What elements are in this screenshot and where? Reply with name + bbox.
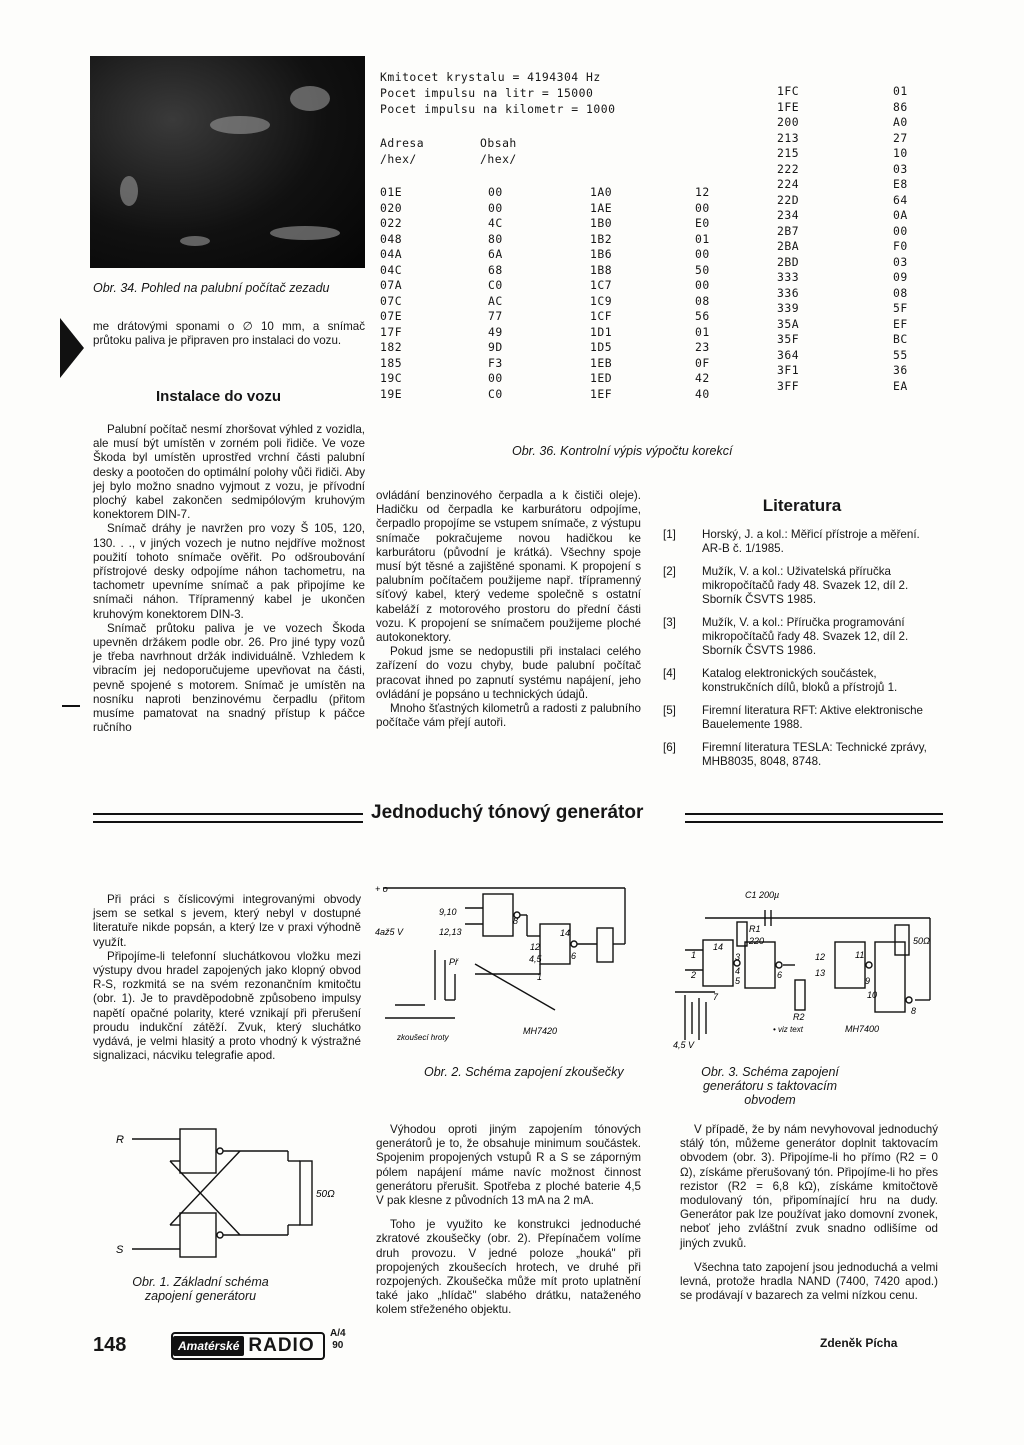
listing-cell: 35F — [777, 332, 800, 346]
fig1-label: 50Ω — [316, 1189, 335, 1200]
listing-cell: 00 — [695, 247, 710, 261]
listing-cell: 23 — [695, 340, 710, 354]
listing-cell: 224 — [777, 177, 800, 191]
logo-text-a: Amatérské — [173, 1336, 244, 1356]
listing-cell: 048 — [380, 231, 403, 246]
listing-cell: 35A — [777, 316, 800, 331]
fig2-label: 12 — [530, 942, 541, 952]
paragraph: ovládání benzinového čerpadla a k čističi oleje). Hadičku od čerpadla ke karburátoru odpojíme, čerpadlo propojíme se vstupem snímače, z výstupu snímače pokračujeme novou hadičkou ke karburátoru (původní je krátká). Všechny spoje musí být těsné a zajištěné sponami. K propojení s palubním počítačem použijeme např. třípramenný síťový kabel, který vedeme společně s ostatní kabeláží z motorového prostoru do přední části vozu. K propojení se snímačem použijeme ploché autokonektory. — [376, 489, 641, 645]
fig3-label: 5 — [735, 976, 741, 986]
listing-cell: 01E — [380, 185, 403, 199]
listing-cell: 50 — [695, 262, 710, 277]
listing-cell: 339 — [777, 301, 800, 315]
reference-item — [663, 667, 941, 695]
listing-cell: 07A — [380, 278, 403, 292]
listing-cell: 1CF — [590, 309, 613, 323]
listing-cell: 03 — [893, 161, 908, 176]
reference-text: Katalog elektronických součástek, konstrukčních dílů, bloků a přístrojů 1. — [702, 667, 898, 694]
listing-cell: 36 — [893, 363, 908, 377]
issue-b: 90 — [332, 1340, 344, 1351]
fig2-label: 8 — [513, 916, 519, 926]
listing-cell: 5F — [893, 301, 908, 315]
paragraph: Pokud jsme se nedopustili při instalaci celého zařízení do vozu chyby, bude palubní počítač pracovat ihned po zapnutí systému napájení, jeho ovládání je popsáno u technických údajů. — [376, 645, 641, 701]
left-column-body — [93, 423, 365, 735]
listing-cell: 1B8 — [590, 262, 613, 277]
listing-cell: 333 — [777, 270, 800, 284]
fig3-label: 1 — [691, 950, 697, 960]
listing-column-addr2 — [590, 185, 612, 402]
listing-cell: 215 — [777, 146, 800, 160]
listing-cell: F0 — [893, 239, 908, 253]
listing-cell: 01 — [695, 231, 710, 246]
listing-cell: 49 — [488, 324, 503, 339]
fig3-label: 220 — [749, 936, 765, 946]
fig3-label: C1 200µ — [745, 890, 780, 900]
listing-cell: C0 — [488, 386, 503, 401]
fig3-schematic — [665, 880, 940, 1055]
listing-cell: 64 — [893, 192, 908, 207]
listing-cell: 234 — [777, 208, 800, 222]
listing-cell: 185 — [380, 355, 403, 370]
reference-item — [663, 565, 941, 607]
fig3-caption: Obr. 3. Schéma zapojení generátoru s taktovacím obvodem — [701, 1065, 839, 1107]
listing-cell: 4C — [488, 216, 503, 230]
listing-cell: 022 — [380, 216, 403, 230]
listing-cell: 1D1 — [590, 324, 613, 339]
listing-cell: 1B2 — [590, 231, 613, 246]
listing-cell: 04C — [380, 262, 403, 277]
fig3-label: 6 — [777, 970, 783, 980]
reference-item — [663, 616, 941, 658]
listing-cell: 3FF — [777, 378, 800, 393]
listing-cell: 68 — [488, 262, 503, 277]
listing-header — [380, 70, 615, 118]
listing-cell: 1EF — [590, 386, 613, 401]
listing-cell: 08 — [695, 293, 710, 308]
photo-fig34 — [90, 56, 365, 268]
fig3-label: 3 — [735, 952, 741, 962]
listing-cell: 2B7 — [777, 223, 800, 238]
listing-cell: 2BA — [777, 239, 800, 253]
listing-cell: 10 — [893, 146, 908, 160]
fig3-label: 14 — [713, 942, 724, 952]
listing-cell: C0 — [488, 278, 503, 292]
listing-cell: 00 — [893, 223, 908, 238]
listing-cell: 77 — [488, 309, 503, 323]
paragraph: Při práci s číslicovými integrovanými obvody jsem se setkal s jevem, který nebyl v dostupné literatuře nikde popsán, a který lze v praxi výhodně využít. — [93, 893, 361, 949]
listing-cell: 1C7 — [590, 278, 613, 292]
listing-cell: 19C — [380, 371, 403, 385]
listing-cell: 1FC — [777, 84, 800, 98]
listing-cell: E8 — [893, 177, 908, 191]
listing-cell: 9D — [488, 340, 503, 354]
literature-title: Literatura — [762, 496, 842, 515]
page-number: 148 — [93, 1334, 127, 1356]
paragraph: Připojíme-li telefonní sluchátkovou vložku mezi výstupy dvou hradel zapojených jako klopný obvod R-S, rozkmitá se na svém rezonančním kmitočtu (obr. 1). Je to pravděpodobně způsobeno impulsy napětí opačné polarity, které vznikají při přerušení proudu indukční zátěží. Zvuk, který sluchátko vydává, je velmi hlasitý a proto vhodný k výstražné signalizaci, nácviku telegrafie apod. — [93, 949, 361, 1063]
listing-column-addr — [380, 185, 402, 402]
listing-cell: 09 — [893, 270, 908, 284]
listing-cell: 00 — [488, 200, 503, 215]
listing-cell: 3F1 — [777, 363, 800, 377]
listing-cell: 1D5 — [590, 340, 613, 354]
fig3-label: 11 — [855, 950, 865, 960]
reference-number: [2] — [663, 565, 676, 578]
fig36-caption: Obr. 36. Kontrolní výpis výpočtu korekcí — [512, 444, 733, 458]
listing-cell: 200 — [777, 115, 800, 129]
reference-number: [6] — [663, 741, 676, 754]
fig2-label: 4,5 — [529, 954, 542, 964]
fig3-label: 4 — [735, 966, 741, 976]
listing-cell: 1AE — [590, 200, 613, 215]
listing-cell: BC — [893, 332, 908, 346]
paragraph: Toho je využito ke konstrukci jednoduché zkratové zkoušečky (obr. 2). Přepínačem volíme druh provozu. V jedné poloze „houká" při propojených zkoušecích hrotech, ve druhé při rozpojených. Zkoušečka může mít proto uplatnění také jako „hlídač" slabého drátku, nataženého kolem střeženého objektu. — [376, 1218, 641, 1317]
fig3-label: 4,5 V — [673, 1040, 695, 1050]
listing-cell: 2BD — [777, 254, 800, 269]
title-rule-right — [685, 813, 943, 823]
listing-cell: 01 — [695, 324, 710, 339]
fig2-schematic — [375, 880, 635, 1060]
paragraph: Všechna tato zapojení jsou jednoduchá a velmi levná, protože hradla NAND (7400, 7420 apod.) se prodávají v bazarech za velmi nízkou cenu. — [680, 1260, 938, 1303]
reference-text: Mužík, V. a kol.: Uživatelská příručka mikropočítačů řady 48. Svazek 12, díl 2. Sborník ČSVTS 1985. — [702, 565, 909, 606]
listing-cell: 020 — [380, 200, 403, 215]
fig2-label: 1 — [537, 972, 543, 982]
fig3-label: R1 — [749, 924, 761, 934]
intro-text: me drátovými sponami o ∅ 10 mm, a snímač průtoku paliva je připraven pro instalaci do vozu. — [93, 320, 365, 348]
listing-cell: 1A0 — [590, 185, 613, 199]
listing-column-addr3 — [777, 84, 799, 394]
listing-cell: 213 — [777, 130, 800, 145]
fig34-caption: Obr. 34. Pohled na palubní počítač zezadu — [93, 281, 330, 295]
title-rule-left — [93, 813, 363, 823]
paragraph: Palubní počítač nesmí zhoršovat výhled z vozidla, ale musí být umístěn v zorném poli řidiče. Ve voze Škoda byl umístěn uprostřed vrchní části palubní desky a pootočen do optimální polohy vůči řidiči. Aby jej bylo možno snadno vyjmout z vozu, je přívodní plochý kabel zakončen sedmipólovým kruhovým konektorem DIN-7. — [93, 423, 365, 522]
fig3-label: 50Ω — [913, 936, 930, 946]
fig3-label: 12 — [815, 952, 826, 962]
listing-cell: 07C — [380, 293, 403, 308]
fig1-label: R — [116, 1134, 124, 1146]
listing-header-line: Pocet impulsu na litr = 15000 — [380, 86, 594, 100]
listing-cell: 0F — [695, 355, 710, 370]
listing-cell: AC — [488, 293, 503, 308]
listing-cell: 00 — [695, 278, 710, 292]
reference-text: Firemní literatura TESLA: Technické zprávy, MHB8035, 8048, 8748. — [702, 741, 927, 768]
listing-cell: 40 — [695, 386, 710, 401]
article-intro — [93, 893, 361, 1063]
listing-cell: 42 — [695, 371, 710, 385]
listing-header-line: Kmitocet krystalu = 4194304 Hz — [380, 70, 601, 84]
fig2-label: 9,10 — [439, 907, 457, 917]
reference-number: [3] — [663, 616, 676, 629]
author-name: Zdeněk Pícha — [820, 1336, 898, 1350]
paragraph: Snímač dráhy je navržen pro vozy Š 105, 120, 130. . ., v jiných vozech je nutno nejdříve možnost použití tohoto snímače ověřit. Po odšroubování přístrojové desky odpojíme náhon tachometru, na tachometr upevníme snímač a pak připojíme ke snímači náhon. Třípramenný kabel je ukončen kruhovým konektorem DIN-3. — [93, 522, 365, 621]
paragraph: V případě, že by nám nevyhovoval jednoduchý stálý tón, můžeme generátor doplnit taktovacím obvodem (obr. 3). Připojíme-li ho přímo (R2 = 0 Ω), získáme přerušovaný tón. Připojíme-li ho přes rezistor (R2 = 6,8 kΩ), získáme kmitočtově modulovaný tón, připomínající hru na dudy. Generátor pak lze používat jako domovní zvonek, neboť jeho zvláštní zvuk snadno odlišíme od jiných zvuků. — [680, 1123, 938, 1250]
section-heading-install: Instalace do vozu — [156, 388, 282, 405]
reference-item — [663, 704, 941, 732]
article-title: Jednoduchý tónový generátor — [363, 802, 651, 824]
listing-cell: 03 — [893, 254, 908, 269]
fig3-label: • viz text — [773, 1025, 803, 1034]
col-header-text: /hex/ — [380, 152, 417, 166]
listing-cell: 1FE — [777, 99, 800, 114]
listing-cell: 08 — [893, 285, 908, 300]
paragraph: Výhodou oproti jiným zapojením tónových generátorů je to, že obsahuje minimum součástek. Spojenim propojených vstupů R a S se záporným pólem napájení máme navíc možnost činnost generátoru přerušit. Spotřeba z ploché baterie 4,5 V pak klesne z původních 13 mA na 2 mA. — [376, 1123, 641, 1208]
listing-cell: 00 — [488, 371, 503, 385]
issue-number — [330, 1328, 346, 1352]
magazine-logo — [171, 1332, 325, 1360]
reference-item — [663, 741, 941, 769]
fig1-label: S — [116, 1244, 124, 1256]
logo-text-b: RADIO — [248, 1335, 315, 1356]
listing-column-data2 — [695, 185, 710, 402]
listing-cell: 222 — [777, 161, 800, 176]
fig2-label: 12,13 — [439, 927, 462, 937]
listing-cell: EF — [893, 316, 908, 331]
listing-cell: 6A — [488, 247, 503, 261]
listing-cell: 00 — [488, 185, 503, 199]
section-arrow-icon — [60, 318, 84, 378]
listing-cell: 00 — [695, 200, 710, 215]
reference-number: [1] — [663, 528, 676, 541]
fig2-label: MH7420 — [523, 1026, 558, 1036]
reference-number: [5] — [663, 704, 676, 717]
fig1-caption: Obr. 1. Základní schéma zapojení generátoru — [132, 1275, 269, 1303]
col-header-text: Obsah — [480, 136, 517, 150]
listing-cell: F3 — [488, 355, 503, 370]
fig3-label: MH7400 — [845, 1024, 880, 1034]
listing-cell: E0 — [695, 216, 710, 230]
listing-cell: 86 — [893, 99, 908, 114]
listing-cell: 04A — [380, 247, 403, 261]
listing-cell: 336 — [777, 285, 800, 300]
article-mid-column — [376, 1123, 641, 1318]
article-right-column — [680, 1123, 938, 1303]
listing-cell: 27 — [893, 130, 908, 145]
reference-text: Mužík, V. a kol.: Příručka programování mikropočítačů řady 48. Svazek 12, díl 2. Sborník ČSVTS 1986. — [702, 616, 909, 657]
listing-cell: 364 — [777, 347, 800, 362]
listing-cell: 80 — [488, 231, 503, 246]
fig2-label: 6 — [571, 951, 577, 961]
listing-cell: 07E — [380, 309, 403, 323]
fig3-label: 10 — [867, 990, 878, 1000]
left-column-intro — [93, 320, 365, 348]
listing-cell: 1B6 — [590, 247, 613, 261]
fig3-label: R2 — [793, 1012, 805, 1022]
listing-cell: 1B0 — [590, 216, 613, 230]
fig1-schematic — [110, 1125, 360, 1265]
listing-cell: 1EB — [590, 355, 613, 370]
reference-text: Horský, J. a kol.: Měřicí přístroje a měření. AR-B č. 1/1985. — [702, 528, 920, 555]
listing-cell: 55 — [893, 347, 908, 362]
paragraph: Snímač průtoku paliva je ve vozech Škoda upevněn držákem podle obr. 26. Pro jiné typy vozů je třeba navrhnout držák individuálně. Vzhledem k vibracím jej nedoporučujeme upevňovat na části, pevně spojené s motorem. Snímač je umístěn na nosníku naproti benzinovému čerpadlu (přitom musíme pamatovat na snadný přístup k páčce ručního — [93, 621, 365, 735]
issue-a: A/4 — [330, 1328, 346, 1339]
listing-cell: 1ED — [590, 371, 613, 385]
listing-cell: 56 — [695, 309, 710, 323]
listing-column-data1 — [488, 185, 503, 402]
listing-col-header-address — [380, 136, 424, 168]
listing-cell: EA — [893, 378, 908, 393]
middle-column-body — [376, 489, 641, 730]
listing-header-line: Pocet impulsu na kilometr = 1000 — [380, 102, 616, 116]
article-title-bar — [93, 802, 943, 829]
listing-cell: 0A — [893, 208, 908, 222]
fig3-label: 9 — [865, 976, 871, 986]
fig2-label: 4až5 V — [375, 927, 404, 937]
reference-item — [663, 528, 941, 556]
listing-column-data3 — [893, 84, 908, 394]
listing-cell: 12 — [695, 185, 710, 199]
fig2-caption: Obr. 2. Schéma zapojení zkoušečky — [424, 1065, 624, 1079]
fig3-label: 2 — [691, 970, 697, 980]
literature-section — [663, 496, 941, 778]
margin-dash — [62, 705, 80, 707]
reference-number: [4] — [663, 667, 676, 680]
listing-cell: 22D — [777, 192, 800, 207]
listing-cell: 1C9 — [590, 293, 613, 308]
fig2-label: 14 — [560, 928, 571, 938]
fig3-label: 13 — [815, 968, 826, 978]
fig3-label: 7 — [713, 992, 719, 1002]
paragraph: Mnoho šťastných kilometrů a radosti z palubního počítače vám přejí autoři. — [376, 702, 641, 730]
col-header-text: Adresa — [380, 136, 425, 150]
listing-col-header-content — [480, 136, 517, 168]
listing-cell: 01 — [893, 84, 908, 98]
listing-cell: 182 — [380, 340, 403, 354]
listing-cell: 19E — [380, 386, 403, 401]
fig2-label: Př — [449, 957, 458, 967]
listing-cell: A0 — [893, 115, 908, 129]
fig2-label: zkoušecí hroty — [397, 1033, 449, 1042]
listing-cell: 17F — [380, 324, 403, 339]
fig3-label: 8 — [911, 1006, 917, 1016]
reference-text: Firemní literatura RFT: Aktive elektronische Bauelemente 1988. — [702, 704, 923, 731]
fig2-plus: + o — [375, 884, 388, 894]
col-header-text: /hex/ — [480, 152, 517, 166]
